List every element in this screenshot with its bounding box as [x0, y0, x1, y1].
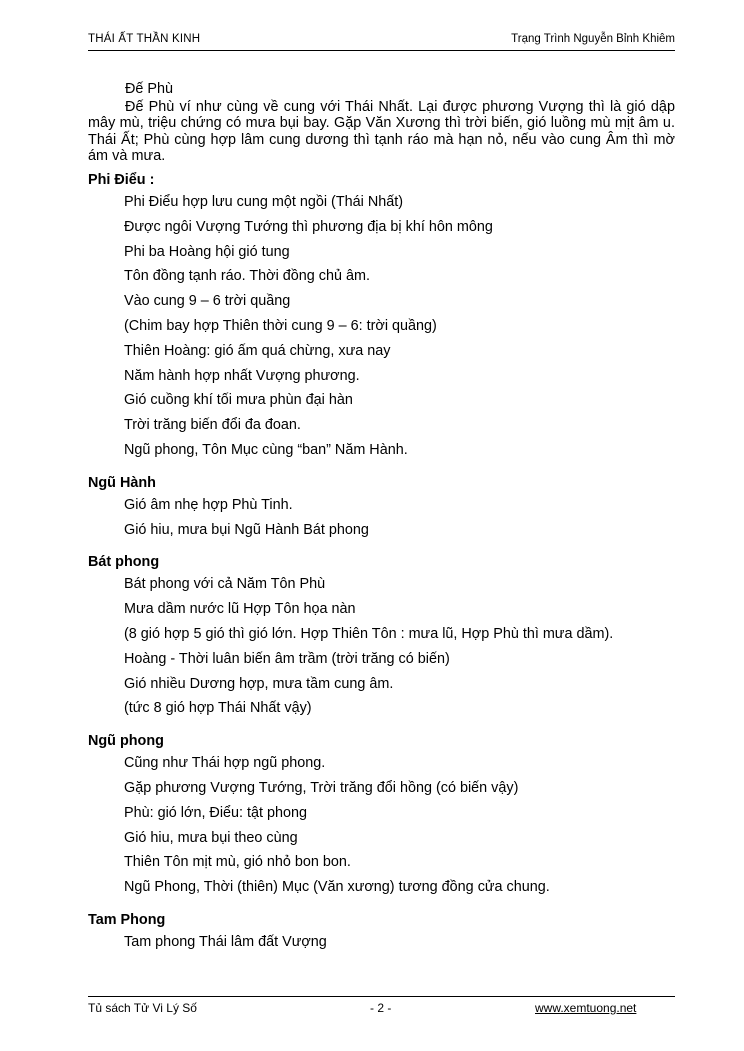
verse-line: Vào cung 9 – 6 trời quầng [124, 293, 291, 310]
verse-line: (Chim bay hợp Thiên thời cung 9 – 6: trời quầng) [124, 318, 437, 334]
page-number: - 2 - [370, 1001, 392, 1015]
verse-list [88, 497, 675, 547]
verse-line: Gặp phương Vượng Tướng, Trời trăng đổi hồng (có biến vậy) [124, 779, 519, 796]
intro-heading: Đế Phù [125, 81, 173, 97]
section-heading: Phi Điểu : [88, 172, 155, 189]
verse-line: (tức 8 gió hợp Thái Nhất vậy) [124, 700, 312, 717]
verse-line: Ngũ Phong, Thời (thiên) Mục (Văn xương) tương đồng cửa chung. [124, 879, 550, 896]
verse-list [88, 576, 675, 725]
verse-line: Gió nhiều Dương hợp, mưa tầm cung âm. [124, 675, 394, 692]
section-heading: Ngũ phong [88, 733, 164, 750]
verse-line: Ngũ phong, Tôn Mục cùng “ban” Năm Hành. [124, 441, 408, 458]
verse-line: Thiên Tôn mịt mù, gió nhỏ bon bon. [124, 854, 351, 871]
verse-line: Bát phong với cả Năm Tôn Phù [124, 576, 326, 593]
verse-line: Gió cuồng khí tối mưa phùn đại hàn [124, 392, 353, 409]
sections-container [88, 172, 675, 959]
verse-list [88, 194, 675, 467]
page-header [88, 30, 675, 51]
intro-paragraph: Đế Phù ví như cùng về cung với Thái Nhất. Lại được phương Vượng thì là gió dập mây mù, triệu chứng có mưa bụi bay. Gặp Văn Xương thì trời biến, gió luồng mù mịt âm u. Thái Ất; Phù cùng hợp lâm cung dương thì tạnh ráo mà hạn nỏ, nếu vào cung Âm thì mờ ám và mưa. [88, 99, 675, 164]
verse-list [88, 934, 675, 959]
verse-line: Phù: gió lớn, Điểu: tật phong [124, 804, 308, 821]
verse-list [88, 755, 675, 904]
verse-line: Gió hiu, mưa bụi theo cùng [124, 829, 298, 846]
verse-line: Tôn đồng tạnh ráo. Thời đồng chủ âm. [124, 268, 370, 285]
verse-line: Năm hành hợp nhất Vượng phương. [124, 367, 360, 384]
verse-line: Gió âm nhẹ hợp Phù Tinh. [124, 496, 293, 513]
verse-line: Hoàng - Thời luân biến âm trầm (trời trăng có biến) [124, 650, 450, 667]
verse-line: Mưa dầm nước lũ Hợp Tôn họa nàn [124, 601, 356, 618]
page-footer [88, 996, 675, 1021]
header-author: Trạng Trình Nguyễn Bỉnh Khiêm [511, 33, 675, 45]
verse-line: Gió hiu, mưa bụi Ngũ Hành Bát phong [124, 521, 369, 538]
verse-line: Cũng như Thái hợp ngũ phong. [124, 755, 326, 772]
section-heading: Bát phong [88, 554, 160, 571]
verse-line: Phi ba Hoàng hội gió tung [124, 243, 290, 260]
verse-line: (8 gió hợp 5 gió thì gió lớn. Hợp Thiên Tôn : mưa lũ, Hợp Phù thì mưa dầm). [124, 625, 614, 642]
page-content [88, 81, 675, 959]
verse-line: Được ngôi Vượng Tướng thì phương địa bị khí hôn mông [124, 218, 493, 235]
footer-collection-name: Tủ sách Tử Vi Lý Số [88, 1001, 197, 1015]
section-heading: Tam Phong [88, 911, 166, 928]
verse-line: Phi Điểu hợp lưu cung một ngồi (Thái Nhất) [124, 194, 404, 211]
header-book-title: THÁI ẤT THẦN KINH [88, 33, 201, 45]
section-heading: Ngũ Hành [88, 474, 156, 491]
verse-line: Thiên Hoàng: gió ấm quá chừng, xưa nay [124, 342, 391, 359]
verse-line: Tam phong Thái lâm đất Vượng [124, 933, 327, 950]
footer-website-link[interactable]: www.xemtuong.net [535, 1001, 637, 1015]
verse-line: Trời trăng biến đổi đa đoan. [124, 417, 301, 434]
